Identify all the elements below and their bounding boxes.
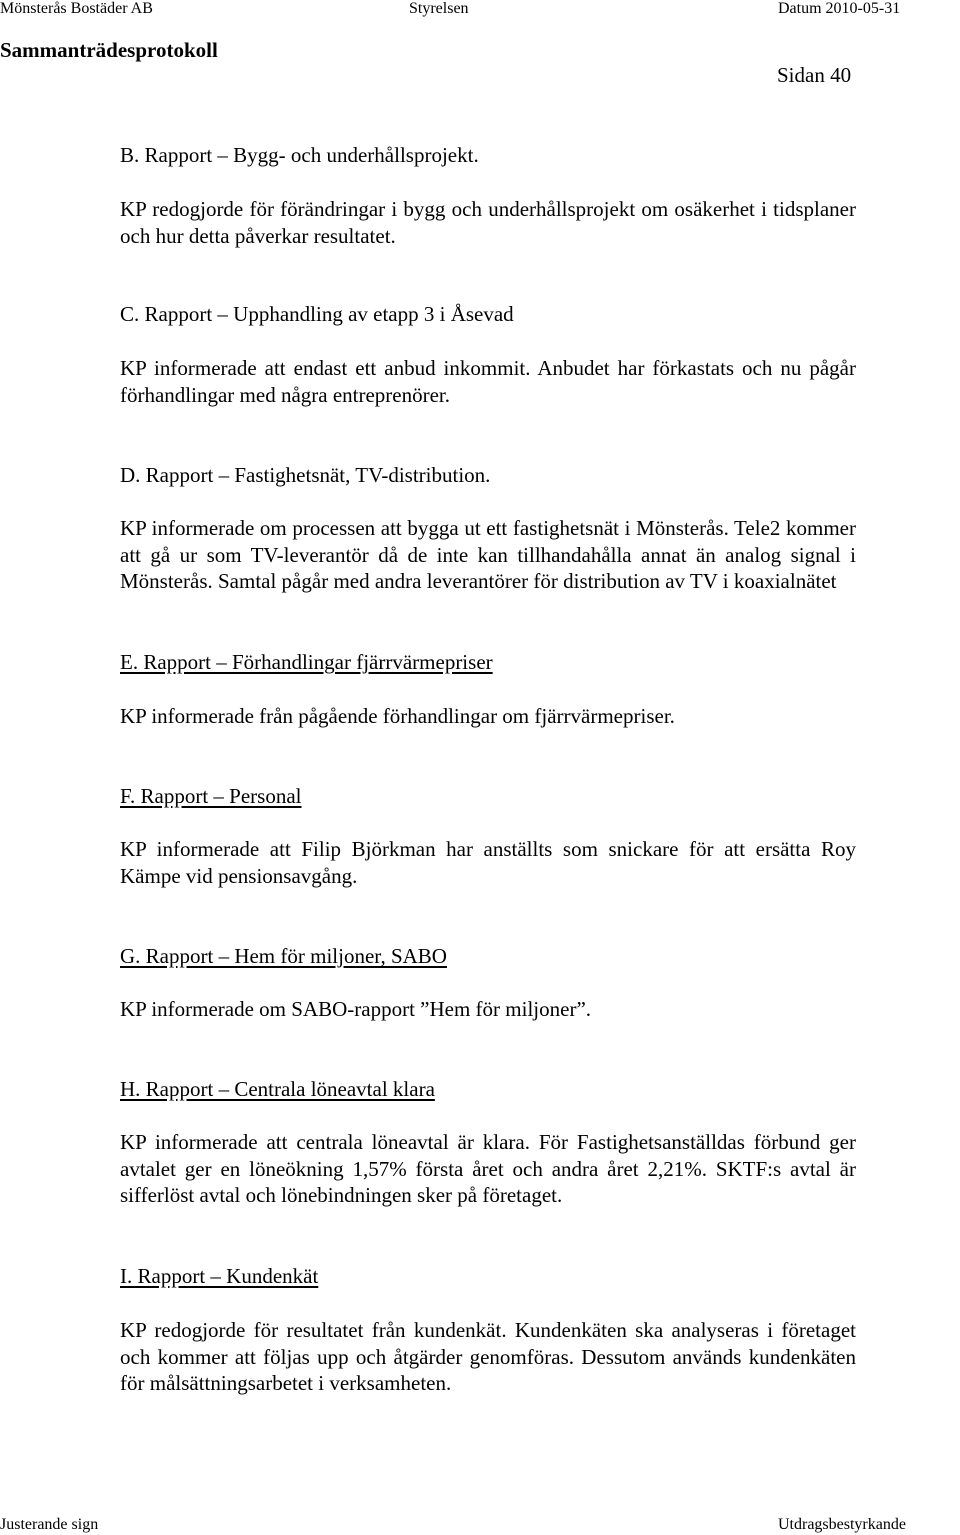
section-f [120, 783, 856, 810]
header-date: Datum 2010-05-31 [778, 0, 901, 17]
section-e-text: KP informerade från pågående förhandlingar om fjärrvärmepriser. [120, 704, 675, 728]
section-i [120, 1263, 856, 1290]
section-heading: D. Rapport – Fastighetsnät, TV-distribution. [120, 463, 491, 487]
page-title: Sammanträdesprotokoll [0, 38, 218, 62]
section-h [120, 1076, 856, 1103]
section-g [120, 943, 856, 970]
section-b [120, 142, 856, 169]
header-company: Mönsterås Bostäder AB [0, 0, 153, 17]
header-board: Styrelsen [409, 0, 469, 17]
section-c-text: KP informerade att endast ett anbud inkommit. Anbudet har förkastats och nu pågår förhandlingar med några entreprenörer. [120, 356, 856, 407]
footer-signature: Justerande sign [0, 1516, 99, 1533]
section-heading: G. Rapport – Hem för miljoner, SABO [120, 944, 447, 968]
section-heading: H. Rapport – Centrala löneavtal klara [120, 1077, 435, 1101]
section-f-text: KP informerade att Filip Björkman har anställts som snickare för att ersätta Roy Kämpe vid pensionsavgång. [120, 837, 856, 888]
section-b-text: KP redogjorde för förändringar i bygg och underhållsprojekt om osäkerhet i tidsplaner och hur detta påverkar resultatet. [120, 197, 856, 248]
section-c [120, 301, 856, 328]
section-d [120, 462, 856, 489]
section-g-text: KP informerade om SABO-rapport ”Hem för miljoner”. [120, 997, 592, 1021]
section-e [120, 649, 856, 676]
section-heading: F. Rapport – Personal [120, 784, 302, 808]
section-i-text: KP redogjorde för resultatet från kundenkät. Kundenkäten ska analyseras i företaget och kommer att följas upp och åtgärder genomföras. Dessutom används kundenkäten för målsättningsarbetet i verksamheten. [120, 1318, 856, 1395]
page-number: Sidan 40 [777, 63, 852, 87]
section-heading: B. Rapport – Bygg- och underhållsprojekt. [120, 143, 479, 167]
footer-certified: Utdragsbestyrkande [778, 1516, 906, 1533]
section-heading: I. Rapport – Kundenkät [120, 1264, 319, 1288]
section-h-text: KP informerade att centrala löneavtal är klara. För Fastighetsanställdas förbund ger avtalet ger en löneökning 1,57% första året och andra året 2,21%. SKTF:s avtal är sifferlöst avtal och lönebindningen sker på företaget. [120, 1130, 856, 1207]
section-heading: E. Rapport – Förhandlingar fjärrvärmepriser [120, 650, 493, 674]
section-d-text: KP informerade om processen att bygga ut ett fastighetsnät i Mönsterås. Tele2 kommer att gå ur som TV-leverantör då de inte kan tillhandahålla annat än analog signal i Mönsterås. Samtal pågår med andra leverantörer för distribution av TV i koaxialnätet [120, 516, 856, 593]
section-heading: C. Rapport – Upphandling av etapp 3 i Åsevad [120, 302, 514, 326]
